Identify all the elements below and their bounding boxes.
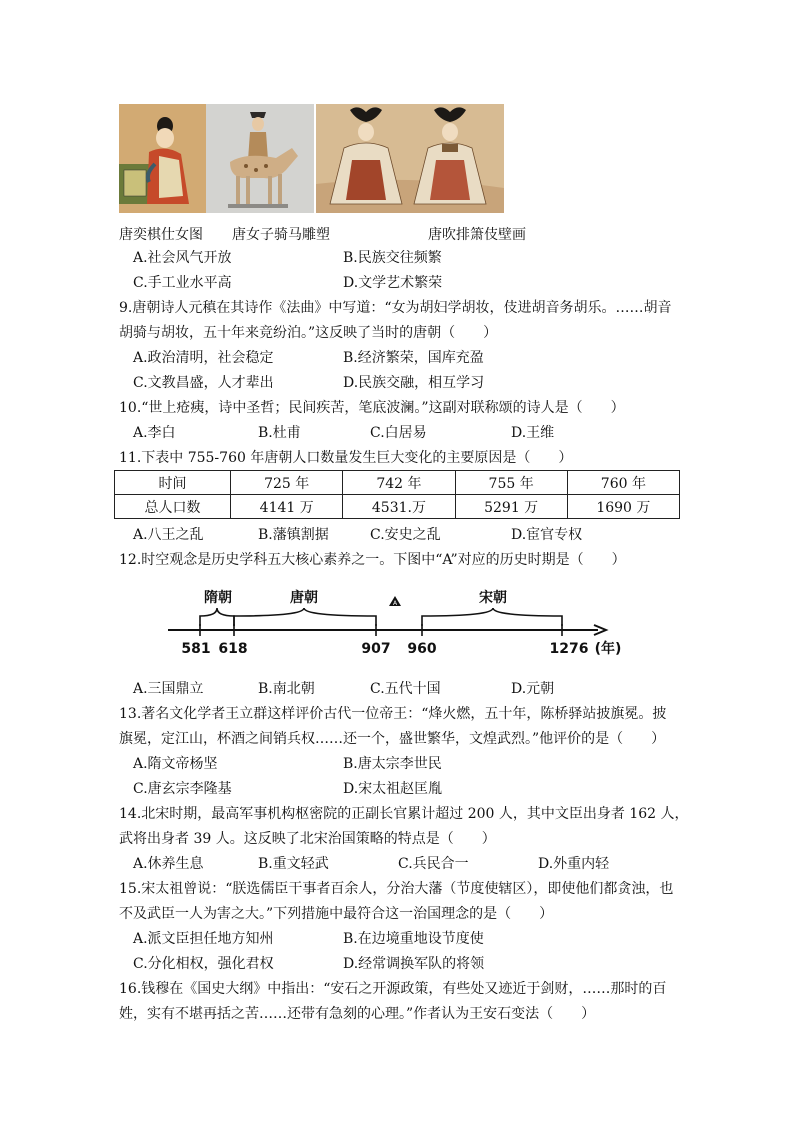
q16-stem-line1: 16.钱穆在《国史大纲》中指出：“安石之开源政策，有些处又迹近于剑财，……那时的百: [119, 981, 667, 997]
q13-stem-line2: 旗冕，定江山，杯酒之间销兵权……还一个，盛世繁华，文煌武烈。”他评价的是（ ）: [119, 731, 666, 747]
painting-go-lady: [119, 104, 206, 213]
q12-stem: 12.时空观念是历史学科五大核心素养之一。下图中“A”对应的历史时期是（ ）: [119, 552, 626, 568]
mural-panpipe-musicians: [316, 104, 504, 213]
q8-option-d[interactable]: D.文学艺术繁荣: [343, 275, 443, 291]
period-label-tang: 唐朝: [290, 590, 318, 606]
q8-option-c[interactable]: C.手工业水平高: [133, 275, 232, 291]
q12-option-c[interactable]: C.五代十国: [370, 681, 441, 697]
table-row: [115, 495, 680, 519]
q10-option-c[interactable]: C.白居易: [370, 425, 427, 441]
q10-option-d[interactable]: D.王维: [511, 425, 555, 441]
table-row: [115, 471, 680, 495]
caption-mural: 唐吹排箫伎壁画: [428, 227, 526, 243]
table-header-cell: 760 年: [567, 471, 679, 495]
q9-option-c[interactable]: C.文教昌盛，人才辈出: [133, 375, 274, 391]
q15-option-c[interactable]: C.分化相权，强化君权: [133, 956, 274, 972]
q14-option-a[interactable]: A.休养生息: [133, 856, 204, 872]
period-label-song: 宋朝: [479, 590, 507, 606]
year-label-1276: 1276: [549, 641, 589, 657]
q11-option-b[interactable]: B.藩镇割据: [258, 527, 329, 543]
q9-option-a[interactable]: A.政治清明，社会稳定: [133, 350, 274, 366]
q11-option-a[interactable]: A.八王之乱: [133, 527, 204, 543]
q14-option-d[interactable]: D.外重内轻: [538, 856, 610, 872]
table-cell: 总人口数: [115, 495, 231, 519]
q13-option-c[interactable]: C.唐玄宗李隆基: [133, 781, 232, 797]
q14-option-b[interactable]: B.重文轻武: [258, 856, 329, 872]
q16-stem-line2: 姓，实有不堪再括之苦……还带有急刻的心理。”作者认为王安石变法（ ）: [119, 1006, 596, 1022]
q9-stem-line1: 9.唐朝诗人元稹在其诗作《法曲》中写道：“女为胡妇学胡妆，伎进胡音务胡乐。……胡音: [119, 300, 672, 316]
dynasty-timeline: [160, 582, 640, 662]
table-header-cell: 742 年: [343, 471, 455, 495]
marker-a: [389, 596, 401, 607]
year-unit-label: (年): [594, 641, 622, 657]
q11-option-d[interactable]: D.宦官专权: [511, 527, 583, 543]
q15-stem-line1: 15.宋太祖曾说：“朕选儒臣干事者百余人，分治大藩（节度使辖区），即使他们都贪浊，也: [119, 881, 674, 897]
table-cell: 5291 万: [455, 495, 567, 519]
table-cell: 4531.万: [343, 495, 455, 519]
q15-stem-line2: 不及武臣一人为害之大。”下列措施中最符合这一治国理念的是（ ）: [119, 906, 554, 922]
caption-sculpture: 唐女子骑马雕塑: [232, 227, 330, 243]
period-label-sui: 隋朝: [204, 590, 232, 606]
q9-stem-line2: 胡骑与胡妆，五十年来竞纷泊。”这反映了当时的唐朝（ ）: [119, 325, 498, 341]
year-label-581: 581: [181, 641, 211, 657]
q11-option-c[interactable]: C.安史之乱: [370, 527, 441, 543]
q12-option-d[interactable]: D.元朝: [511, 681, 555, 697]
q13-stem-line1: 13.著名文化学者王立群这样评价古代一位帝王：“烽火燃，五十年，陈桥驿站披旗冕。披: [119, 706, 667, 722]
marker-a-label: A: [392, 600, 398, 607]
table-header-cell: 725 年: [231, 471, 343, 495]
q15-option-b[interactable]: B.在边境重地设节度使: [343, 931, 484, 947]
q15-option-a[interactable]: A.派文臣担任地方知州: [133, 931, 274, 947]
q13-option-a[interactable]: A.隋文帝杨坚: [133, 756, 218, 772]
caption-painting: 唐奕棋仕女图: [119, 227, 203, 243]
q9-option-d[interactable]: D.民族交融，相互学习: [343, 375, 485, 391]
table-cell: 1690 万: [567, 495, 679, 519]
brace-tang: [234, 608, 376, 626]
brace-song: [422, 608, 562, 626]
year-label-618: 618: [218, 641, 248, 657]
population-table: [114, 470, 680, 519]
table-cell: 4141 万: [231, 495, 343, 519]
q13-option-d[interactable]: D.宋太祖赵匡胤: [343, 781, 443, 797]
q14-stem-line1: 14.北宋时期，最高军事机构枢密院的正副长官累计超过 200 人，其中文臣出身者 162 人，: [119, 806, 689, 822]
q15-option-d[interactable]: D.经常调换军队的将领: [343, 956, 485, 972]
q8-option-b[interactable]: B.民族交往频繁: [343, 250, 442, 266]
q13-option-b[interactable]: B.唐太宗李世民: [343, 756, 442, 772]
q10-option-a[interactable]: A.李白: [133, 425, 176, 441]
year-label-907: 907: [361, 641, 391, 657]
q8-option-a[interactable]: A.社会风气开放: [133, 250, 232, 266]
brace-sui: [200, 608, 234, 626]
table-header-cell: 时间: [115, 471, 231, 495]
q12-option-a[interactable]: A.三国鼎立: [133, 681, 204, 697]
q14-stem-line2: 武将出身者 39 人。这反映了北宋治国策略的特点是（ ）: [119, 831, 496, 847]
q11-stem: 11.下表中 755-760 年唐朝人口数量发生巨大变化的主要原因是（ ）: [119, 450, 573, 466]
q12-option-b[interactable]: B.南北朝: [258, 681, 315, 697]
q10-option-b[interactable]: B.杜甫: [258, 425, 301, 441]
q10-stem: 10.“世上疮痍，诗中圣哲；民间疾苦，笔底波澜。”这副对联称颂的诗人是（ ）: [119, 400, 625, 416]
q14-option-c[interactable]: C.兵民合一: [398, 856, 469, 872]
sculpture-horse-rider: [206, 104, 314, 213]
table-header-cell: 755 年: [455, 471, 567, 495]
q9-option-b[interactable]: B.经济繁荣，国库充盈: [343, 350, 484, 366]
year-label-960: 960: [407, 641, 437, 657]
